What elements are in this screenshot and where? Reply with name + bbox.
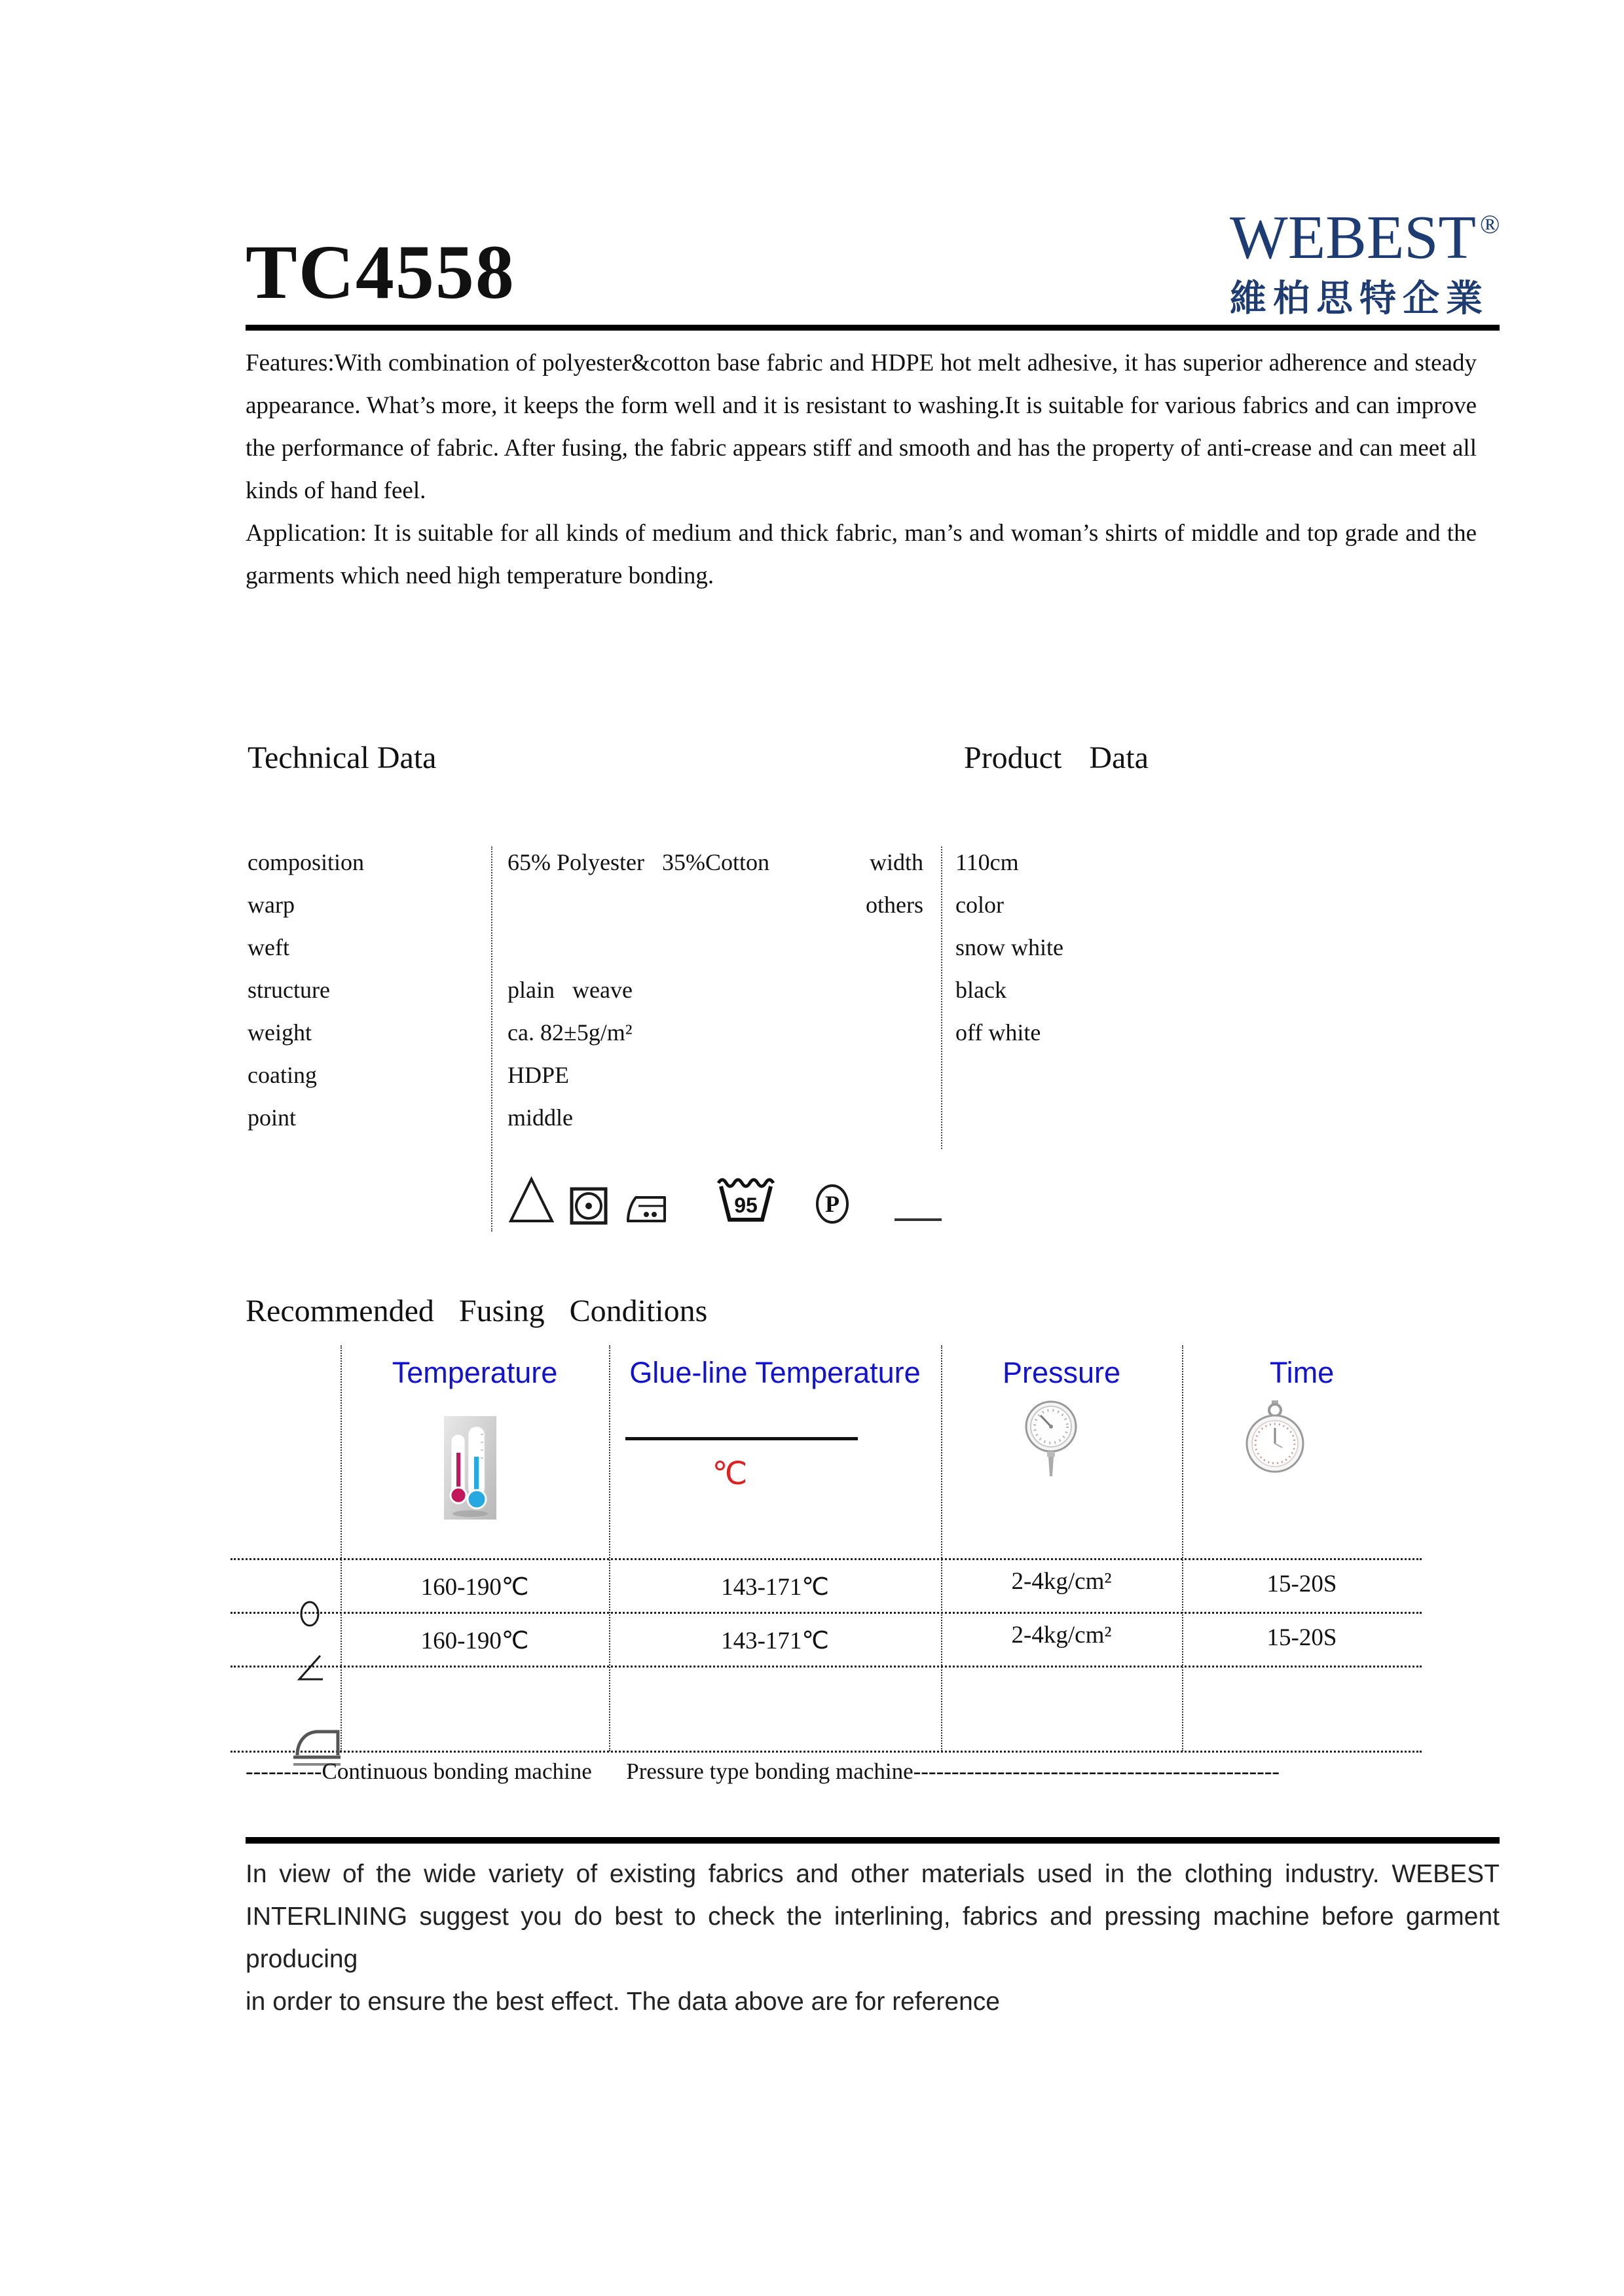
registered-mark-icon: ® [1479, 210, 1500, 239]
row-product-value: black [955, 977, 1006, 1003]
table-row [246, 1011, 1257, 1054]
row-value: 65% Polyester 35%Cotton [507, 849, 769, 875]
row-label: coating [248, 1062, 317, 1088]
column-header-pressure: Pressure [1002, 1356, 1121, 1389]
footer-line: in order to ensure the best effect. The data above are for reference [246, 1988, 1000, 2016]
pressure-gauge-icon [1024, 1398, 1079, 1479]
footer-rule [246, 1837, 1500, 1844]
technical-data-table [246, 841, 1257, 1234]
glue-temperature-value: 143-171℃ [721, 1628, 829, 1654]
thermometer-icon [444, 1416, 496, 1520]
technical-data-heading: Technical Data [248, 740, 437, 775]
care-symbols [507, 1167, 943, 1225]
row-label: point [248, 1104, 297, 1131]
table-divider [231, 1751, 1422, 1753]
table-row [246, 1054, 1257, 1097]
underline-icon [893, 1188, 943, 1225]
table-row [246, 884, 1257, 926]
row-sublabel: width [869, 849, 923, 875]
row-label: structure [248, 977, 330, 1003]
application-line: Application: It is suitable for all kinds of medium and thick fabric, man’s and woman’s shirts of middle and top grade and the [246, 520, 1477, 547]
row-sublabel: others [866, 892, 923, 918]
dry-clean-p-icon [815, 1183, 850, 1225]
table-row [246, 926, 1257, 969]
wash-95-icon [716, 1175, 776, 1225]
brand-chinese-name: 維柏思特企業 [1230, 278, 1489, 319]
row-label: composition [248, 849, 364, 875]
features-line: kinds of hand feel. [246, 477, 426, 504]
iron-symbol-icon [240, 1686, 312, 1806]
temperature-value: 160-190℃ [420, 1574, 529, 1601]
table-row [246, 841, 1257, 884]
fusing-conditions-table [231, 1345, 1422, 1753]
features-line: Features:With combination of polyester&cotton base fabric and HDPE hot melt adhesive, it has superior adherence and steady [246, 350, 1477, 376]
features-line: appearance. What’s more, it keeps the form well and it is resistant to washing.It is suitable for various fabrics and can improve [246, 392, 1477, 419]
features-line: the performance of fabric. After fusing, the fabric appears stiff and smooth and has the property of anti-crease and can meet all [246, 435, 1477, 462]
header-rule [246, 325, 1500, 331]
row-product-value: color [955, 892, 1004, 918]
intro-paragraphs [246, 342, 1477, 597]
time-value: 15-20S [1266, 1571, 1337, 1597]
footer-line: INTERLINING suggest you do best to check the interlining, fabrics and pressing machine before garment producing [246, 1903, 1500, 1973]
time-value: 15-20S [1266, 1624, 1337, 1651]
application-line: garments which need high temperature bonding. [246, 562, 714, 589]
row-value: middle [507, 1104, 573, 1131]
table-row [246, 1097, 1257, 1139]
page-title: TC4558 [246, 229, 515, 315]
footer-line: In view of the wide variety of existing fabrics and other materials used in the clothing industry. WEBEST [246, 1860, 1500, 1888]
row-label: weight [248, 1019, 312, 1046]
row-product-value: off white [955, 1019, 1041, 1046]
row-label: warp [248, 892, 295, 918]
row-value: plain weave [507, 977, 633, 1003]
tumble-dry-icon [570, 1187, 608, 1225]
stopwatch-icon [1244, 1399, 1306, 1474]
column-header-temperature: Temperature [392, 1356, 558, 1389]
wash-temp-label: 95 [734, 1194, 758, 1217]
row-product-value: 110cm [955, 849, 1019, 875]
pressure-value: 2-4kg/cm² [1011, 1622, 1112, 1649]
fusing-row [231, 1666, 1422, 1751]
row-value: ca. 82±5g/m² [507, 1019, 633, 1046]
brand-logo [1230, 196, 1511, 322]
row-value: HDPE [507, 1062, 570, 1088]
footer-note [246, 1853, 1500, 2023]
column-header-glue-line: Glue-line Temperature [629, 1356, 921, 1389]
pressure-value: 2-4kg/cm² [1011, 1568, 1112, 1595]
row-product-value: snow white [955, 934, 1063, 960]
column-header-time: Time [1269, 1356, 1335, 1389]
product-data-heading: Product Data [964, 740, 1149, 775]
glue-temperature-value: 143-171℃ [721, 1574, 829, 1601]
glue-line-unit: ℃ [712, 1457, 748, 1491]
table-row [246, 969, 1257, 1011]
fusing-row [231, 1612, 1422, 1666]
brand-wordmark [1230, 196, 1511, 272]
bonding-machine-caption: ----------Continuous bonding machine Pressure type bonding machine------------------------------------------------ [246, 1758, 1280, 1784]
fusing-conditions-heading: Recommended Fusing Conditions [246, 1294, 708, 1328]
brand-name: WEBEST [1230, 204, 1476, 272]
dry-clean-letter: P [825, 1191, 840, 1217]
temperature-value: 160-190℃ [420, 1628, 529, 1654]
row-label: weft [248, 934, 289, 960]
glue-line-rule [625, 1437, 858, 1440]
fusing-row [231, 1558, 1422, 1612]
ironing-icon [624, 1188, 671, 1225]
bleach-triangle-icon [507, 1174, 555, 1225]
